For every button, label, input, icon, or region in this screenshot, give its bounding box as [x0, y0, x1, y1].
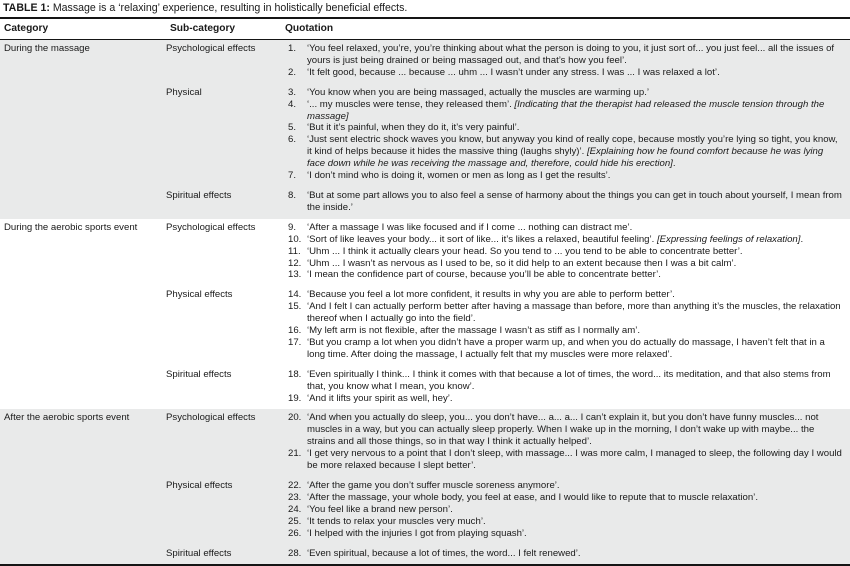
quote-number: 19.: [288, 392, 302, 404]
quote-text: ‘It felt good, because ... because ... uhm ... I wasn’t under any stress. I was ... I was relaxed a lot’.: [307, 66, 720, 78]
table-section: [0, 409, 850, 564]
quote-number: 13.: [288, 269, 302, 281]
category-cell: During the massage: [4, 43, 90, 54]
subcategory-group: [4, 222, 846, 282]
quote-row: [281, 325, 846, 337]
quote-row: [281, 134, 846, 170]
table-body: [0, 40, 850, 564]
quote-number: 1.: [288, 43, 297, 54]
quote-text: ‘But it it’s painful, when they do it, it’s very painful’.: [307, 122, 520, 134]
quotes-list: [281, 369, 846, 405]
quote-row: [281, 412, 846, 448]
subcategory-cell: Physical effects: [166, 289, 233, 301]
quote-number: 3.: [288, 86, 297, 98]
quotes-list: [281, 548, 846, 560]
quote-number: 7.: [288, 170, 297, 182]
category-cell: [4, 369, 166, 405]
quote-number: 21.: [288, 448, 302, 460]
quotes-list: [281, 43, 846, 79]
quote-row: [281, 337, 846, 361]
quotes-list: [281, 289, 846, 360]
quote-row: [281, 234, 846, 246]
category-cell: After the aerobic sports event: [4, 412, 130, 424]
quote-row: [281, 258, 846, 270]
subcategory-group: [4, 87, 846, 182]
quote-number: 9.: [288, 221, 297, 233]
quote-text: ‘Even spiritually I think... I think it comes with that because a lot of times, the word... its meditation, and that also stems from that, you know what I mean, you know’.: [307, 368, 831, 392]
table-section: [0, 219, 850, 410]
subcategory-cell: Psychological effects: [166, 43, 256, 54]
quote-row: [281, 269, 846, 281]
quote-text: ‘Because you feel a lot more confident, it results in why you are able to perform better’.: [307, 289, 675, 301]
quote-text: ‘Even spiritual, because a lot of times, the word... I felt renewed’.: [307, 547, 581, 559]
quote-annotation-italic: [Expressing feelings of relaxation]: [656, 233, 801, 245]
subcategory-cell: Physical effects: [166, 480, 233, 491]
quote-fragment: ‘Sort of like leaves your body... it sort of like... it’s likes a relaxed, beautiful feeling’.: [307, 233, 657, 245]
quote-number: 10.: [288, 233, 302, 245]
quote-fragment: ‘Just sent electric shock waves you know, but anyway you kind of really cope, because mostly you’re lying so tight, you know, it kind of helps because it hides the massive thing (laughs shyly)’.: [307, 134, 838, 158]
category-cell: During the aerobic sports event: [4, 221, 138, 233]
quote-fragment: .: [672, 158, 676, 170]
quote-annotation-italic: [Indicating that the therapist had released the muscle tension through the massage]: [307, 98, 825, 122]
quote-row: [281, 246, 846, 258]
table-section: [0, 40, 850, 219]
quote-row: [281, 369, 846, 393]
quote-text: ‘I get very nervous to a point that I don’t sleep, with massage... I was more calm, I managed to sleep, the following day I would be more relaxed because I slept better’.: [307, 448, 842, 472]
subcategory-cell: Spiritual effects: [166, 368, 232, 380]
quote-number: 20.: [288, 412, 302, 424]
quote-text: ‘My left arm is not flexible, after the massage I wasn’t as stiff as I normally am’.: [307, 325, 641, 337]
quote-text: ‘After the massage, your whole body, you feel at ease, and I would like to repute that to muscle relaxation’.: [307, 491, 758, 503]
quote-text: ‘You feel like a brand new person’.: [307, 503, 453, 515]
subcategory-group: [4, 548, 846, 560]
quote-text: [307, 234, 846, 246]
subcategory-cell: Psychological effects: [166, 412, 256, 424]
quote-row: [281, 87, 846, 99]
quote-row: [281, 492, 846, 504]
subcategory-cell: Physical: [166, 86, 202, 98]
quote-row: [281, 289, 846, 301]
quote-text: [307, 134, 846, 170]
quotes-list: [281, 87, 846, 182]
quote-number: 16.: [288, 325, 302, 337]
quotes-list: [281, 190, 846, 214]
quote-row: [281, 504, 846, 516]
quotes-list: [281, 412, 846, 472]
quote-text: [307, 99, 846, 123]
category-cell: [4, 480, 166, 540]
quote-row: [281, 43, 846, 67]
quote-text: ‘I mean the confidence part of course, because you’ll be able to concentrate better’.: [307, 269, 661, 281]
category-cell: [4, 87, 166, 182]
column-header-category: Category: [4, 23, 49, 34]
subcategory-group: [4, 480, 846, 540]
quotes-list: [281, 222, 846, 282]
quote-number: 2.: [288, 66, 297, 78]
quote-number: 6.: [288, 134, 297, 146]
quote-number: 12.: [288, 257, 302, 269]
subcategory-group: [4, 289, 846, 360]
quote-row: [281, 190, 846, 214]
category-cell: [4, 548, 166, 560]
subcategory-group: [4, 412, 846, 472]
quote-number: 4.: [288, 98, 297, 110]
quote-text: ‘And when you actually do sleep, you... you don’t have... a... a... I can’t explain it, but you don’t have funny muscles... not muscles in a way, but you can actually sleep properly. When I wake up in the morning, I don’t wake up with maybe... the strains and all those things, so in that way I think it actually helped’.: [307, 412, 819, 448]
quote-number: 14.: [288, 289, 302, 301]
quote-number: 11.: [288, 245, 301, 257]
subcategory-group: [4, 369, 846, 405]
quote-number: 8.: [288, 189, 297, 201]
column-header-quotation: Quotation: [285, 23, 334, 34]
subcategory-group: [4, 43, 846, 79]
quote-number: 25.: [288, 515, 302, 527]
quote-text: ‘But at some part allows you to also feel a sense of harmony about the things you can get in touch about yourself, I mean from the inside.’: [307, 189, 842, 213]
quote-text: ‘And it lifts your spirit as well, hey’.: [307, 392, 453, 404]
quote-text: ‘It tends to relax your muscles very much’.: [307, 515, 486, 527]
quotes-list: [281, 480, 846, 540]
subcategory-group: [4, 190, 846, 214]
table-title-text: Massage is a ‘relaxing’ experience, resulting in holistically beneficial effects.: [52, 2, 408, 14]
category-cell: [4, 190, 166, 214]
quote-number: 15.: [288, 301, 302, 313]
quote-text: ‘After the game you don’t suffer muscle soreness anymore’.: [307, 480, 560, 491]
quote-row: [281, 301, 846, 325]
quote-text: ‘And I felt I can actually perform better after having a massage than before, more than anything it’s the muscles, the relaxation thereof when I actually go into the field’.: [307, 301, 841, 325]
quote-row: [281, 222, 846, 234]
quote-row: [281, 170, 846, 182]
quote-text: ‘I don’t mind who is doing it, women or men as long as I get the results’.: [307, 170, 611, 182]
quote-row: [281, 516, 846, 528]
quote-text: ‘But you cramp a lot when you didn’t have a proper warm up, and when you do actually do massage, I haven’t felt that in a long time. After doing the massage, I actually felt that my muscles were more relaxed’.: [307, 336, 825, 360]
table-number-label: TABLE 1:: [3, 2, 50, 14]
quote-text: ‘You know when you are being massaged, actually the muscles are warming up.’: [307, 86, 650, 98]
quote-text: ‘You feel relaxed, you’re, you’re thinking about what the person is doing to you, it just sort of... you just feel... all the issues of yours is just being drained or being massaged out, and that’s how you feel’.: [307, 43, 835, 66]
quote-number: 18.: [288, 368, 302, 380]
quote-text: ‘After a massage I was like focused and if I come ... nothing can distract me’.: [307, 221, 633, 233]
subcategory-cell: Spiritual effects: [166, 189, 232, 201]
quote-fragment: ‘... my muscles were tense, they released them’.: [307, 98, 515, 110]
quote-text: ‘I helped with the injuries I got from playing squash’.: [307, 527, 527, 539]
quote-row: [281, 448, 846, 472]
subcategory-cell: Spiritual effects: [166, 547, 232, 559]
quote-text: ‘Uhm ... I think it actually clears your head. So you tend to ... you tend to be able to concentrate better’.: [307, 245, 743, 257]
quote-row: [281, 480, 846, 492]
quote-row: [281, 528, 846, 540]
column-header-subcategory: Sub-category: [170, 23, 236, 34]
quote-row: [281, 548, 846, 560]
quote-number: 26.: [288, 527, 302, 539]
quote-number: 23.: [288, 491, 302, 503]
quote-number: 28.: [288, 547, 302, 559]
table-title: [0, 0, 850, 17]
quote-number: 17.: [288, 336, 302, 348]
table-header-row: [0, 19, 850, 39]
quote-row: [281, 393, 846, 405]
quote-number: 22.: [288, 480, 302, 491]
subcategory-cell: Psychological effects: [166, 221, 256, 233]
quote-number: 24.: [288, 503, 302, 515]
category-cell: [4, 289, 166, 360]
quote-text: ‘Uhm ... I wasn’t as nervous as I used to be, so it did help to an extent because then I was a bit calm’.: [307, 257, 737, 269]
quote-number: 5.: [288, 122, 297, 134]
quote-annotation-italic: [Explaining how he found comfort because he was lying face down while he was receiving the massage and, therefore, could hide his erection]: [307, 146, 824, 170]
quote-row: [281, 67, 846, 79]
quote-row: [281, 122, 846, 134]
quote-fragment: .: [800, 233, 804, 245]
quote-row: [281, 99, 846, 123]
